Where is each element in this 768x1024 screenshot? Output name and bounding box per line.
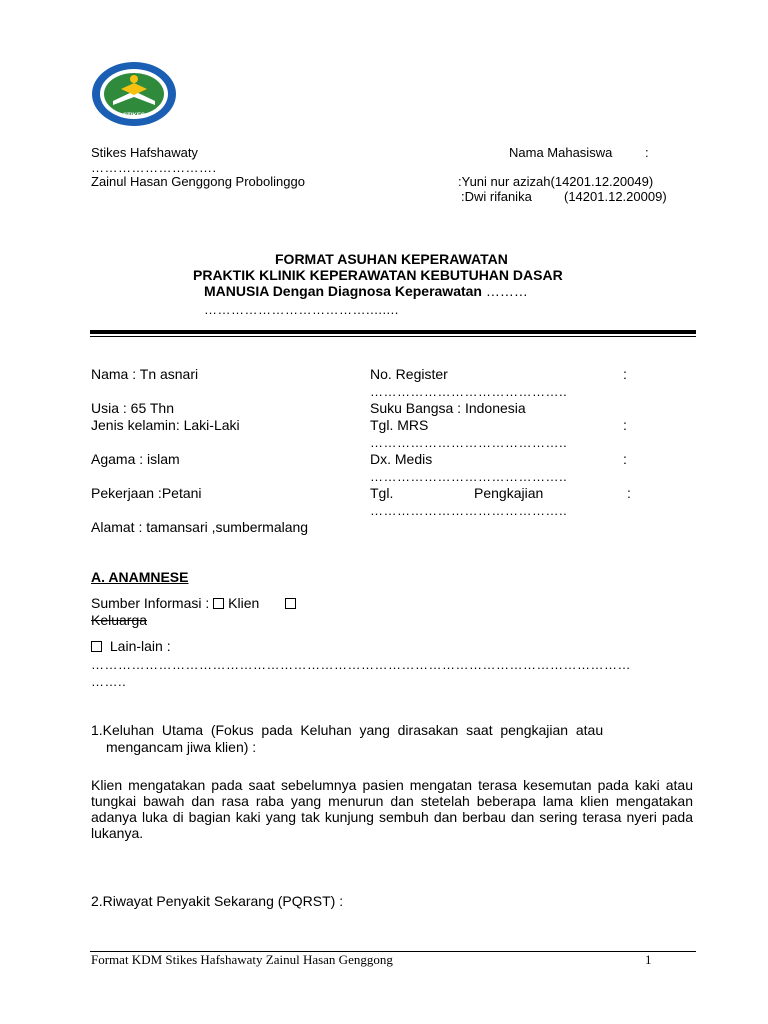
- title-dots-1: ………: [481, 283, 528, 299]
- lain-lain-dots: …………………………………………………………………………………………………………: [91, 657, 631, 672]
- field-alamat: Alamat : tamansari ,sumbermalang: [91, 519, 309, 535]
- student-2-id: (14201.12.20009): [564, 189, 667, 204]
- field-pekerjaan: Pekerjaan :Petani: [91, 485, 202, 501]
- section-heading-anamnese: A. ANAMNESE: [91, 569, 189, 585]
- title-dots-2: ………………………………........: [204, 302, 399, 317]
- pengkajian-dots: ……………………………………..: [370, 503, 568, 518]
- header-rule-thick: [90, 330, 696, 334]
- page-number: 1: [645, 952, 652, 967]
- lain-lain-dots-short: ……..: [91, 674, 127, 689]
- checkbox-keluarga[interactable]: [285, 598, 296, 609]
- field-suku-bangsa: Suku Bangsa : Indonesia: [370, 400, 526, 416]
- sumber-label: Sumber Informasi :: [91, 595, 210, 611]
- field-tgl: Tgl.: [370, 485, 394, 501]
- stikes-logo: [91, 61, 177, 127]
- lain-lain: [91, 638, 171, 654]
- header-rule-thin: [90, 336, 696, 337]
- no-register-dots: ……………………………………..: [370, 384, 568, 399]
- nama-mahasiswa-colon: :: [645, 145, 649, 160]
- dx-medis-colon: :: [623, 451, 627, 467]
- nama-mahasiswa-label: Nama Mahasiswa: [509, 145, 613, 160]
- no-register-colon: :: [623, 366, 627, 382]
- field-agama: Agama : islam: [91, 451, 180, 467]
- checkbox-klien[interactable]: [213, 598, 224, 609]
- title-line-1: FORMAT ASUHAN KEPERAWATAN: [275, 251, 508, 267]
- field-dx-medis: Dx. Medis: [370, 451, 433, 467]
- lain-lain-label: Lain-lain :: [109, 638, 171, 654]
- title-diagnosa: MANUSIA Dengan Diagnosa Keperawatan: [204, 283, 482, 299]
- logo-text: STIKES: [123, 113, 145, 119]
- title-line-2: PRAKTIK KLINIK KEPERAWATAN KEBUTUHAN DASAR: [193, 267, 563, 283]
- klien-label: Klien: [228, 595, 260, 611]
- dx-medis-dots: ……………………………………..: [370, 469, 568, 484]
- field-usia: Usia : 65 Thn: [91, 400, 175, 416]
- checkbox-lain-lain[interactable]: [91, 641, 102, 652]
- pengkajian-colon: :: [627, 485, 631, 501]
- keluhan-description: Klien mengatakan pada saat sebelumnya pasien mengatan terasa kesemutan pada kaki atau tungkai bawah dan rasa raba yang menurun dan stetelah beberapa lama klien mengatakan adanya luka di bagian kaki yang tak kunjung sembuh dan berbau dan sering terasa nyeri pada lukanya.: [91, 777, 693, 841]
- field-jenis-kelamin: Jenis kelamin: Laki-Laki: [91, 417, 240, 433]
- field-nama: Nama : Tn asnari: [91, 366, 199, 382]
- institution-dots: ……………………….: [91, 160, 217, 175]
- field-no-register: No. Register: [370, 366, 448, 382]
- keluarga-label: Keluarga: [91, 612, 148, 628]
- keluhan-utama-line-2: mengancam jiwa klien) :: [106, 739, 257, 755]
- keluhan-utama-line-1: 1.Keluhan Utama (Fokus pada Keluhan yang dirasakan saat pengkajian atau: [91, 722, 604, 738]
- title-line-3: [204, 283, 528, 299]
- institution-location: Zainul Hasan Genggong Probolinggo: [91, 174, 305, 189]
- student-1: :Yuni nur azizah(14201.12.20049): [458, 174, 654, 189]
- footer-text: Format KDM Stikes Hafshawaty Zainul Hasan Genggong: [91, 952, 393, 967]
- student-2-name: :Dwi rifanika: [461, 189, 532, 204]
- field-tgl-mrs: Tgl. MRS: [370, 417, 429, 433]
- field-pengkajian: Pengkajian: [474, 485, 544, 501]
- sumber-informasi: [91, 595, 300, 611]
- riwayat-penyakit: 2.Riwayat Penyakit Sekarang (PQRST) :: [91, 893, 344, 909]
- institution-name: Stikes Hafshawaty: [91, 145, 198, 160]
- tgl-mrs-dots: ……………………………………..: [370, 435, 568, 450]
- tgl-mrs-colon: :: [623, 417, 627, 433]
